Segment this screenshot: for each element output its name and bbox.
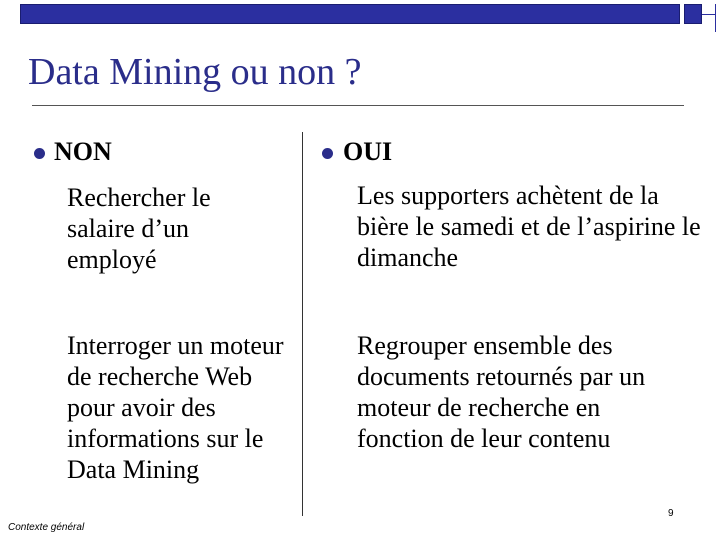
left-heading: NON (54, 137, 112, 166)
bullet-dot-icon (322, 148, 333, 159)
footer-section-label: Contexte général (8, 522, 85, 533)
bullet-dot-icon (34, 148, 45, 159)
left-paragraph-1: Rechercher le salaire d’un employé (67, 183, 211, 274)
header-corner-line-vertical (715, 4, 716, 32)
left-paragraph-2: Interroger un moteur de recherche Web pour avoir des informations sur le Data Mining (67, 331, 284, 484)
header-corner-square (684, 4, 702, 24)
column-divider (302, 132, 303, 516)
title-underline (32, 105, 684, 106)
right-heading: OUI (343, 137, 393, 166)
right-paragraph-2: Regrouper ensemble des documents retournés par un moteur de recherche en fonction de leur contenu (357, 331, 646, 453)
page-number: 9 (668, 508, 674, 519)
slide-title: Data Mining ou non ? (28, 51, 362, 93)
right-paragraph-1: Les supporters achètent de la bière le samedi et de l’aspirine le dimanche (357, 181, 701, 272)
header-bar (20, 4, 680, 24)
header-corner-line (702, 14, 716, 15)
